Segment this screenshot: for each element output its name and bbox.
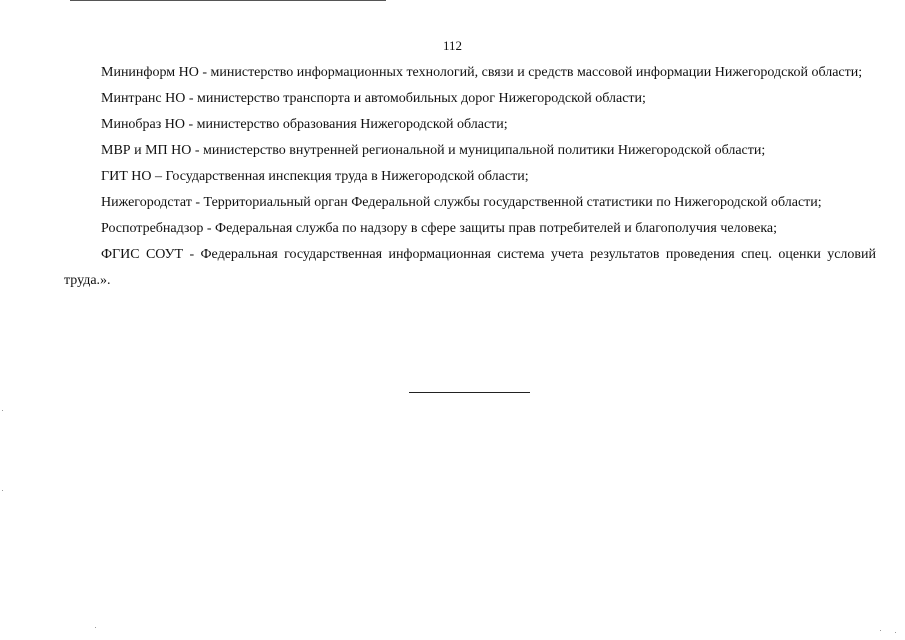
- abbreviation-item-git: ГИТ НО – Государственная инспекция труда в Нижегородской области;: [101, 169, 529, 184]
- scan-speck: [895, 632, 896, 633]
- end-rule: [409, 392, 530, 393]
- top-rule: [70, 0, 386, 1]
- abbreviation-item-nizhegorodstat: Нижегородстат - Территориальный орган Федеральной службы государственной статистики по Нижегородской области;: [101, 195, 822, 210]
- scan-speck: [2, 490, 3, 491]
- scan-speck: [95, 627, 96, 628]
- abbreviation-item-rospotrebnadzor: Роспотребнадзор - Федеральная служба по надзору в сфере защиты прав потребителей и благополучия человека;: [101, 221, 778, 236]
- page-number: 112: [442, 38, 463, 53]
- scan-speck: [880, 630, 881, 631]
- abbreviation-item-minobraz: Минобраз НО - министерство образования Нижегородской области;: [101, 117, 508, 132]
- abbreviation-item-mininform: Мининформ НО - министерство информационных технологий, связи и средств массовой информации Нижегородской области;: [101, 65, 863, 80]
- abbreviation-item-mintrans: Минтранс НО - министерство транспорта и автомобильных дорог Нижегородской области;: [101, 91, 646, 106]
- abbreviation-list: [64, 60, 876, 294]
- abbreviation-item-fgis-sout: ФГИС СОУТ - Федеральная государственная информационная система учета результатов проведения спец. оценки условий труда.».: [64, 247, 876, 288]
- abbreviation-item-mvr: МВР и МП НО - министерство внутренней региональной и муниципальной политики Нижегородской области;: [101, 143, 766, 158]
- scan-speck: [2, 410, 3, 411]
